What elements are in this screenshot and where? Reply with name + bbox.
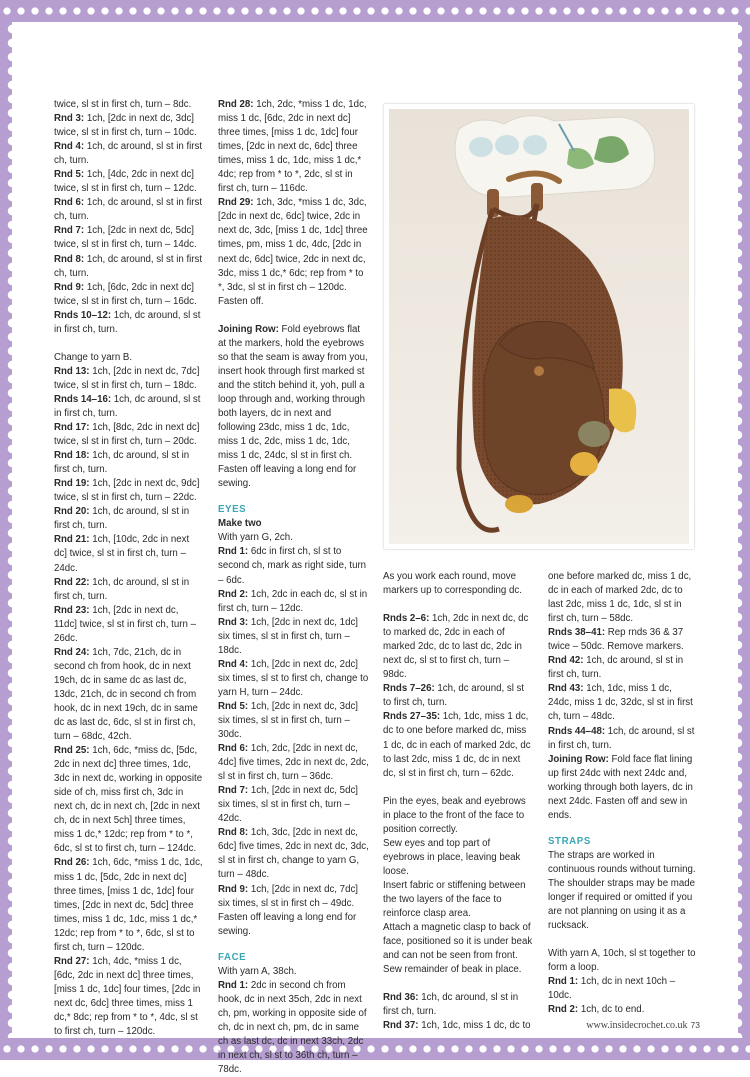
round-text: 1ch, [2dc in next dc, 7dc] twice, sl st in first ch, turn – 18dc.	[54, 365, 200, 391]
instruction-line	[54, 421, 204, 449]
round-text: 1ch, 1dc, miss 1 dc, dc to	[418, 1020, 531, 1032]
instruction-line	[548, 725, 698, 753]
round-text: 1ch, [2dc in next dc, 1dc] six times, sl st in first ch, turn – 18dc.	[218, 616, 358, 656]
round-label: Rnd 19:	[54, 478, 90, 490]
pattern-column-3	[383, 570, 533, 1033]
round-label: Rnd 26:	[54, 857, 90, 869]
round-label: Rnd 5:	[54, 169, 85, 181]
instruction-line	[218, 323, 370, 492]
instruction-line	[383, 921, 533, 977]
instruction-line	[218, 700, 370, 742]
eyes-heading: EYES	[218, 504, 247, 516]
instruction-line	[548, 570, 698, 626]
instruction-line	[548, 753, 698, 823]
instruction-line	[548, 947, 698, 975]
round-label: Rnds 38–41:	[548, 627, 606, 639]
round-text: 1ch, dc around, sl st in first ch, turn.	[54, 253, 203, 279]
instruction-line	[54, 477, 204, 505]
round-label: Rnd 25:	[54, 745, 90, 757]
round-label: Rnd 5:	[218, 700, 249, 712]
round-text: 1ch, [2dc in next dc, 2dc] six times, sl st to first ch, change to yarn H, turn – 24dc.	[218, 658, 369, 698]
round-text: 1ch, [10dc, 2dc in next dc] twice, sl st in first ch, turn – 24dc.	[54, 534, 190, 574]
instruction-line	[54, 98, 204, 112]
instruction-line	[54, 253, 204, 281]
instruction-line	[383, 570, 533, 598]
round-text: 1ch, dc around, sl st in first ch, turn.	[54, 393, 201, 419]
round-text: 1ch, [4dc, 2dc in next dc] twice, sl st in first ch, turn – 12dc.	[54, 169, 197, 195]
round-text: 1ch, [2dc in next dc, 5dc] six times, sl st in first ch, turn – 42dc.	[218, 785, 358, 825]
instruction-line	[54, 449, 204, 477]
round-text: 1ch, 6dc, *miss 1 dc, 1dc, miss 1 dc, [5dc, 2dc in next dc] three times, [miss 1 dc, 1dc] four times, [2dc in next dc, 5dc] three times, miss 1 dc, 1dc, miss 1 dc,* 12dc; rep from * to *, 6dc, sl st to first ch, turn – 120dc.	[54, 857, 203, 953]
round-text: 1ch, dc around, sl st in first ch, turn.	[548, 655, 684, 681]
instruction-line	[548, 849, 698, 933]
decorative-frame-bottom	[0, 1038, 750, 1060]
round-text: twice, sl st in first ch, turn – 8dc.	[54, 99, 192, 110]
round-label: Rnd 27:	[54, 955, 90, 967]
round-text: 1ch, 3dc, *miss 1 dc, 3dc, [2dc in next dc, 6dc] twice, 2dc in next dc, 3dc, [miss 1 dc, 1dc] three times, pm, miss 1 dc, 4dc, [2dc in next dc, 6dc] twice, 2dc in next dc, 3dc, miss 1 dc,* 6dc; rep from * to *, 3dc, sl st in first ch – 120dc. Fasten off.	[218, 197, 368, 307]
round-label: Rnds 14–16:	[54, 393, 112, 405]
round-text: As you work each round, move markers up to corresponding dc.	[383, 571, 522, 597]
pattern-column-4	[548, 570, 698, 1017]
instruction-line	[218, 742, 370, 784]
instruction-line	[383, 991, 533, 1019]
rounds-28-29-joining	[218, 98, 370, 491]
round-label: Rnds 7–26:	[383, 683, 435, 695]
instruction-line	[54, 365, 204, 393]
instruction-line	[218, 531, 370, 545]
site-url: www.insidecrochet.co.uk	[586, 1020, 688, 1031]
instruction-line	[383, 612, 533, 682]
straps-instructions	[548, 849, 698, 1018]
round-label: Joining Row:	[218, 323, 279, 335]
round-text: Rep rnds 36 & 37 twice – 50dc. Remove markers.	[548, 627, 684, 653]
round-text: Sew eyes and top part of eyebrows in place, leaving beak loose.	[383, 837, 521, 877]
round-label: Rnd 8:	[218, 827, 249, 839]
round-label: Rnd 43:	[548, 683, 584, 695]
round-label: Rnd 42:	[548, 655, 584, 667]
round-text: The straps are worked in continuous rounds without turning. The shoulder straps may be made longer if required or omitted if you are not planning on using it as a rucksack.	[548, 849, 696, 932]
round-label: Rnd 2:	[548, 1004, 579, 1016]
round-text: 1ch, dc around, sl st in first ch, turn.	[383, 992, 519, 1018]
pattern-column-2	[218, 98, 370, 1077]
instruction-line	[54, 955, 204, 1039]
round-text: 1ch, dc around, sl st in first ch, turn.	[54, 506, 190, 532]
instruction-line	[383, 682, 533, 710]
round-text: 1ch, [2dc in next dc, 3dc] six times, sl st in first ch, turn – 30dc.	[218, 700, 358, 741]
round-text: 1ch, 1dc, miss 1 dc, 24dc, miss 1 dc, 32dc, sl st in first ch, turn – 48dc.	[548, 683, 693, 723]
round-text: Change to yarn B.	[54, 351, 133, 363]
round-text: 1ch, [2dc in next dc, 3dc] twice, sl st in first ch, turn – 10dc.	[54, 113, 197, 139]
round-text: 1ch, dc around, sl st in first ch, turn.	[54, 197, 203, 223]
instruction-line	[218, 545, 370, 587]
instruction-line	[218, 588, 370, 616]
round-label: Rnd 6:	[54, 197, 85, 209]
instruction-line	[548, 1003, 698, 1017]
instruction-line	[383, 710, 533, 780]
round-label: Rnd 7:	[54, 225, 85, 237]
instruction-line	[54, 224, 204, 252]
round-text: 1ch, 7dc, 21ch, dc in second ch from hook, dc in next 19ch, dc in same dc as last dc, 13dc, 21ch, dc in second ch from hook, dc in next 19ch, dc in same dc as last dc, 6dc, sl st in first ch, turn – 68dc, 42ch.	[54, 646, 198, 743]
face-instructions	[218, 965, 370, 1077]
rounds-38-joining	[548, 570, 698, 823]
instruction-line	[54, 168, 204, 196]
round-text: 1ch, dc around, sl st in first ch, turn.	[54, 141, 203, 167]
face-heading: FACE	[218, 951, 247, 963]
round-text: 1ch, 6dc, *miss dc, [5dc, 2dc in next dc] three times, 1dc, 3dc in next dc, working in opposite side of ch, miss first ch, 3dc in next ch, dc in next ch, [2dc in next ch, dc in next 5ch] three times, miss 1 dc,* 12dc; rep from * to *, 6dc, sl st to first ch, turn – 124dc.	[54, 745, 203, 855]
instruction-line	[218, 826, 370, 882]
round-label: Rnds 2–6:	[383, 613, 430, 625]
round-text: With yarn G, 2ch.	[218, 532, 293, 544]
round-label: Rnd 6:	[218, 743, 249, 755]
round-label: Rnd 3:	[54, 113, 85, 125]
round-text: 1ch, 1dc, miss 1 dc, dc to one before marked dc, miss 1 dc, dc in each of marked 2dc, dc to last 2dc, miss 1 dc, dc in next dc, sl st in first ch, turn – 62dc.	[383, 711, 531, 779]
round-text: With yarn A, 10ch, sl st together to form a loop.	[548, 948, 696, 974]
instruction-line	[548, 654, 698, 682]
round-text: 1ch, 3dc, [2dc in next dc, 6dc] five times, 2dc in next dc, 3dc, sl st in first ch, change to yarn G, turn – 48dc.	[218, 827, 369, 881]
eyes-subheading: Make two	[218, 518, 262, 530]
round-text: 1ch, 2dc in next dc, dc to marked dc, 2dc in each of marked 2dc, dc to last dc, 2dc in next dc, sl st to first ch, turn – 98dc.	[383, 613, 529, 681]
instruction-line	[548, 626, 698, 654]
round-text: 1ch, 2dc, *miss 1 dc, 1dc, miss 1 dc, [6dc, 2dc in next dc] three times, [miss 1 dc, 1dc] four times, [2dc in next dc, 6dc] three times, miss 1 dc, 1dc, miss 1 dc,* 4dc; rep from * to *, 2dc, sl st in first ch, turn – 116dc.	[218, 99, 367, 195]
instruction-line	[54, 744, 204, 856]
instruction-line	[54, 576, 204, 604]
round-label: Rnds 44–48:	[548, 725, 606, 737]
round-label: Rnd 1:	[218, 546, 249, 558]
round-label: Rnds 27–35:	[383, 711, 441, 723]
instruction-line	[54, 309, 204, 337]
instruction-line	[218, 616, 370, 658]
round-text: Fold face flat lining up first 24dc with next 24dc and, working through both layers, dc in next 24dc. Fasten off and sew in ends.	[548, 753, 693, 821]
round-label: Joining Row:	[548, 753, 609, 765]
page-number: 73	[690, 1020, 700, 1030]
round-text: Pin the eyes, beak and eyebrows in place to the front of the face to position correctly.	[383, 795, 526, 835]
instruction-line	[383, 795, 533, 837]
round-label: Rnd 8:	[54, 253, 85, 265]
round-text: 1ch, [2dc in next dc, 11dc] twice, sl st in first ch, turn – 26dc.	[54, 604, 196, 644]
round-text: 1ch, [2dc in next dc, 9dc] twice, sl st in first ch, turn – 22dc.	[54, 478, 200, 504]
instruction-line	[548, 975, 698, 1003]
round-text: 1ch, dc around, sl st in first ch, turn.	[54, 576, 190, 602]
instruction-line	[54, 505, 204, 533]
round-text: 1ch, 4dc, *miss 1 dc, [6dc, 2dc in next dc] three times, [miss 1 dc, 1dc] four times, [2dc in next dc, 6dc] three times, miss 1 dc,* 8dc; rep from * to *, 4dc, sl st to first ch, turn – 120dc.	[54, 955, 201, 1038]
round-text: 1ch, [2dc in next dc, 7dc] six times, sl st in first ch – 49dc. Fasten off leaving a long end for sewing.	[218, 883, 358, 937]
instruction-line	[383, 837, 533, 879]
round-label: Rnds 10–12:	[54, 309, 112, 321]
instruction-line	[54, 533, 204, 575]
round-label: Rnd 29:	[218, 197, 254, 209]
instruction-line	[54, 604, 204, 646]
round-label: Rnd 9:	[54, 281, 85, 293]
round-label: Rnd 1:	[218, 979, 249, 991]
instruction-line	[218, 784, 370, 826]
instruction-line	[54, 281, 204, 309]
instruction-line	[218, 658, 370, 700]
instruction-line	[218, 196, 370, 308]
instruction-line	[54, 112, 204, 140]
instruction-line	[54, 646, 204, 744]
instruction-line	[54, 196, 204, 224]
round-label: Rnd 36:	[383, 992, 419, 1004]
round-text: 1ch, dc around, sl st in first ch, turn.	[54, 450, 190, 476]
instruction-line	[218, 98, 370, 196]
instruction-line	[548, 682, 698, 724]
straps-heading: STRAPS	[548, 835, 591, 847]
round-label: Rnd 23:	[54, 604, 90, 616]
round-text: Attach a magnetic clasp to back of face, positioned so it is under beak and can not be seen from front. Sew remainder of beak in place.	[383, 922, 533, 976]
round-text: With yarn A, 38ch.	[218, 965, 297, 977]
round-label: Rnd 37:	[383, 1020, 419, 1032]
round-label: Rnd 4:	[54, 141, 85, 153]
instruction-line	[54, 393, 204, 421]
round-label: Rnd 1:	[548, 976, 579, 988]
round-text: 1ch, 2dc in each dc, sl st in first ch, turn – 12dc.	[218, 588, 368, 614]
round-text: 1ch, dc to end.	[578, 1004, 645, 1016]
decorative-frame-left	[0, 22, 12, 1038]
round-text: 1ch, dc in next 10ch – 10dc.	[548, 976, 676, 1002]
instruction-line	[383, 879, 533, 921]
round-label: Rnd 20:	[54, 506, 90, 518]
round-label: Rnd 3:	[218, 616, 249, 628]
photo-illustration	[389, 109, 689, 544]
round-text: 1ch, [2dc in next dc, 5dc] twice, sl st in first ch, turn – 14dc.	[54, 225, 197, 251]
round-text: 1ch, 2dc, [2dc in next dc, 4dc] five times, 2dc in next dc, 2dc, sl st in first ch, turn – 36dc.	[218, 743, 369, 783]
round-text: 6dc in first ch, sl st to second ch, mark as right side, turn – 6dc.	[218, 546, 367, 586]
round-text: 1ch, dc around, sl st in first ch, turn.	[54, 309, 201, 335]
round-label: Rnd 28:	[218, 99, 254, 110]
round-text: 1ch, [6dc, 2dc in next dc] twice, sl st in first ch, turn – 16dc.	[54, 281, 197, 307]
round-label: Rnd 17:	[54, 422, 90, 434]
instruction-line	[54, 351, 204, 365]
round-label: Rnd 18:	[54, 450, 90, 462]
instruction-line	[54, 856, 204, 954]
decorative-frame-top	[0, 0, 750, 22]
round-text: 2dc in second ch from hook, dc in next 35ch, 2dc in next ch, pm, working in opposite side of ch, dc in next ch, pm, dc in same ch as last dc, dc in next 33ch, 2dc in next ch, sl st to 36th ch, turn – 78dc.	[218, 979, 367, 1076]
round-label: Rnd 7:	[218, 785, 249, 797]
round-text: Fold eyebrows flat at the markers, hold the eyebrows so that the seam is away from you, insert hook through first marked st and the stitch behind it, yoh, pull a loop through and, working through both layers, dc in next and following 23dc, miss 1 dc, 1dc, miss 1 dc, 2dc, miss 1 dc, 1dc, miss 1 dc, 24dc, sl st in first ch. Fasten off leaving a long end for sewing.	[218, 323, 368, 490]
round-label: Rnd 2:	[218, 588, 249, 600]
round-text: one before marked dc, miss 1 dc, dc in each of marked 2dc, dc to last 2dc, miss 1 dc, 1dc, sl st in first ch, turn – 58dc.	[548, 571, 692, 625]
page-footer	[560, 1020, 700, 1031]
instruction-line	[383, 1019, 533, 1033]
instruction-line	[54, 140, 204, 168]
round-label: Rnd 22:	[54, 576, 90, 588]
pattern-column-1	[54, 98, 204, 1039]
round-text: 1ch, dc around, sl st in first ch, turn.	[548, 725, 695, 751]
owl-rucksack-photo	[384, 104, 694, 549]
round-label: Rnd 21:	[54, 534, 90, 546]
round-label: Rnd 9:	[218, 883, 249, 895]
round-text: 1ch, dc around, sl st to first ch, turn.	[383, 683, 525, 709]
instruction-line	[218, 883, 370, 939]
round-text: Insert fabric or stiffening between the two layers of the face to reinforce clasp area.	[383, 879, 526, 920]
decorative-frame-right	[738, 22, 750, 1038]
eyes-instructions	[218, 531, 370, 938]
instruction-line	[218, 965, 370, 979]
round-label: Rnd 4:	[218, 658, 249, 670]
round-text: 1ch, [8dc, 2dc in next dc] twice, sl st in first ch, turn – 20dc.	[54, 422, 200, 448]
round-label: Rnd 13:	[54, 365, 90, 377]
round-label: Rnd 24:	[54, 646, 90, 658]
instruction-line	[218, 979, 370, 1077]
